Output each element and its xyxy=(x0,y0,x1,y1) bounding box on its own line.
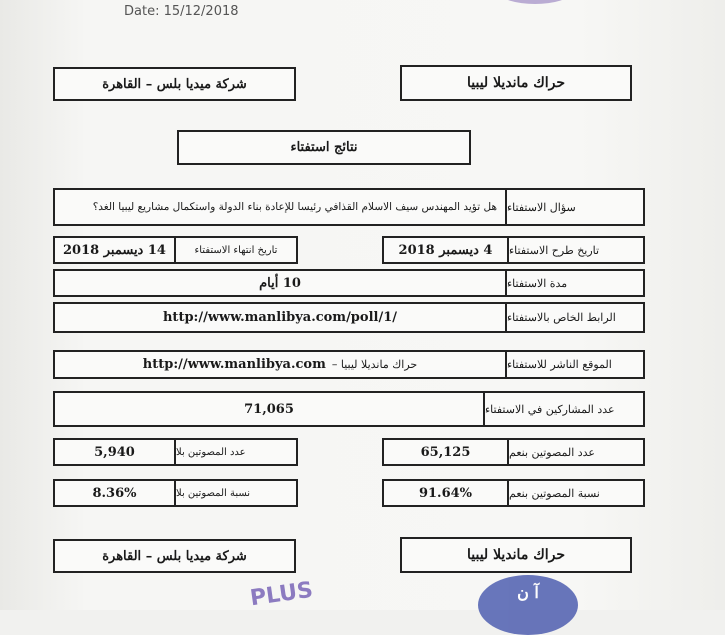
participants-label: عدد المشاركين في الاستفتاء xyxy=(485,402,615,416)
end-date-row xyxy=(53,236,298,264)
org-media-plus-label: شركة ميديا بلس – القاهرة xyxy=(102,76,247,92)
poll-link-value: http://www.manlibya.com/poll/1/ xyxy=(162,310,397,325)
question-value-cell xyxy=(55,190,505,224)
duration-label-cell xyxy=(505,271,643,295)
start-date-value-cell xyxy=(384,238,507,262)
no-count-value-cell xyxy=(55,440,174,464)
yes-pct-label: نسبة المصوتين بنعم xyxy=(509,486,600,500)
duration-label: مدة الاستفتاء xyxy=(507,276,568,290)
title-box xyxy=(177,130,471,165)
yes-count-label: عدد المصوتين بنعم xyxy=(509,445,595,459)
start-date-label: تاريخ طرح الاستفتاء xyxy=(509,243,600,257)
question-label-cell xyxy=(505,190,643,224)
question-row xyxy=(53,188,645,226)
org-box-media-plus-bottom xyxy=(53,539,296,573)
poll-link-value-cell xyxy=(55,304,505,331)
duration-row xyxy=(53,269,645,297)
participants-row xyxy=(53,391,645,427)
stamp-media-plus: PLUS xyxy=(248,577,315,612)
page-title: نتائج استفتاء xyxy=(290,140,358,155)
no-pct-value: 8.36% xyxy=(92,485,137,501)
org-box-mandela-bottom xyxy=(400,537,632,573)
end-date-value-cell xyxy=(55,238,174,262)
no-count-value: 5,940 xyxy=(94,444,135,460)
end-date-value: 14 ديسمبر 2018 xyxy=(63,242,166,258)
no-count-row xyxy=(53,438,298,466)
question-label: سؤال الاستفتاء xyxy=(507,200,576,214)
no-pct-row xyxy=(53,479,298,507)
publisher-name: حراك مانديلا ليبيا – xyxy=(331,358,418,371)
publisher-row xyxy=(53,350,645,379)
stamp-top xyxy=(500,0,570,4)
yes-count-value: 65,125 xyxy=(420,444,471,460)
poll-link-label-cell xyxy=(505,304,643,331)
org-box-mandela-top xyxy=(400,65,632,101)
start-date-label-cell xyxy=(507,238,643,262)
yes-pct-value-cell xyxy=(384,481,507,505)
publisher-value-cell xyxy=(55,352,505,377)
document-date: Date: 15/12/2018 xyxy=(124,4,239,19)
yes-pct-label-cell xyxy=(507,481,643,505)
no-count-label-cell xyxy=(174,440,296,464)
duration-value-cell xyxy=(55,271,505,295)
no-count-label: عدد المصوتين بلا xyxy=(176,446,246,458)
duration-value: 10 أيام xyxy=(259,275,301,291)
no-pct-label: نسبة المصوتين بلا xyxy=(176,487,251,499)
org-mandela-label: حراك مانديلا ليبيا xyxy=(466,75,566,91)
publisher-label: الموقع الناشر للاستفتاء xyxy=(507,358,612,371)
end-date-label-cell xyxy=(174,238,296,262)
yes-count-value-cell xyxy=(384,440,507,464)
question-value: هل تؤيد المهندس سيف الاسلام القذافي رئيسا للإعادة بناء الدولة واستكمال مشاريع ليبيا الغد؟ xyxy=(92,201,497,213)
participants-value-cell xyxy=(55,393,483,425)
participants-label-cell xyxy=(483,393,643,425)
org-media-plus-label: شركة ميديا بلس – القاهرة xyxy=(102,548,247,564)
no-pct-value-cell xyxy=(55,481,174,505)
poll-link-label: الرابط الخاص بالاستفتاء xyxy=(507,311,616,324)
publisher-url: http://www.manlibya.com xyxy=(142,357,326,372)
yes-count-row xyxy=(382,438,645,466)
start-date-value: 4 ديسمبر 2018 xyxy=(398,242,493,258)
org-mandela-label: حراك مانديلا ليبيا xyxy=(466,547,566,563)
participants-value: 71,065 xyxy=(244,401,294,417)
yes-pct-row xyxy=(382,479,645,507)
org-box-media-plus-top xyxy=(53,67,296,101)
poll-link-row xyxy=(53,302,645,333)
no-pct-label-cell xyxy=(174,481,296,505)
stamp-mandela: آ ن xyxy=(478,575,578,635)
yes-pct-value: 91.64% xyxy=(418,485,473,501)
publisher-label-cell xyxy=(505,352,643,377)
end-date-label: تاريخ انتهاء الاستفتاء xyxy=(194,244,278,256)
yes-count-label-cell xyxy=(507,440,643,464)
start-date-row xyxy=(382,236,645,264)
